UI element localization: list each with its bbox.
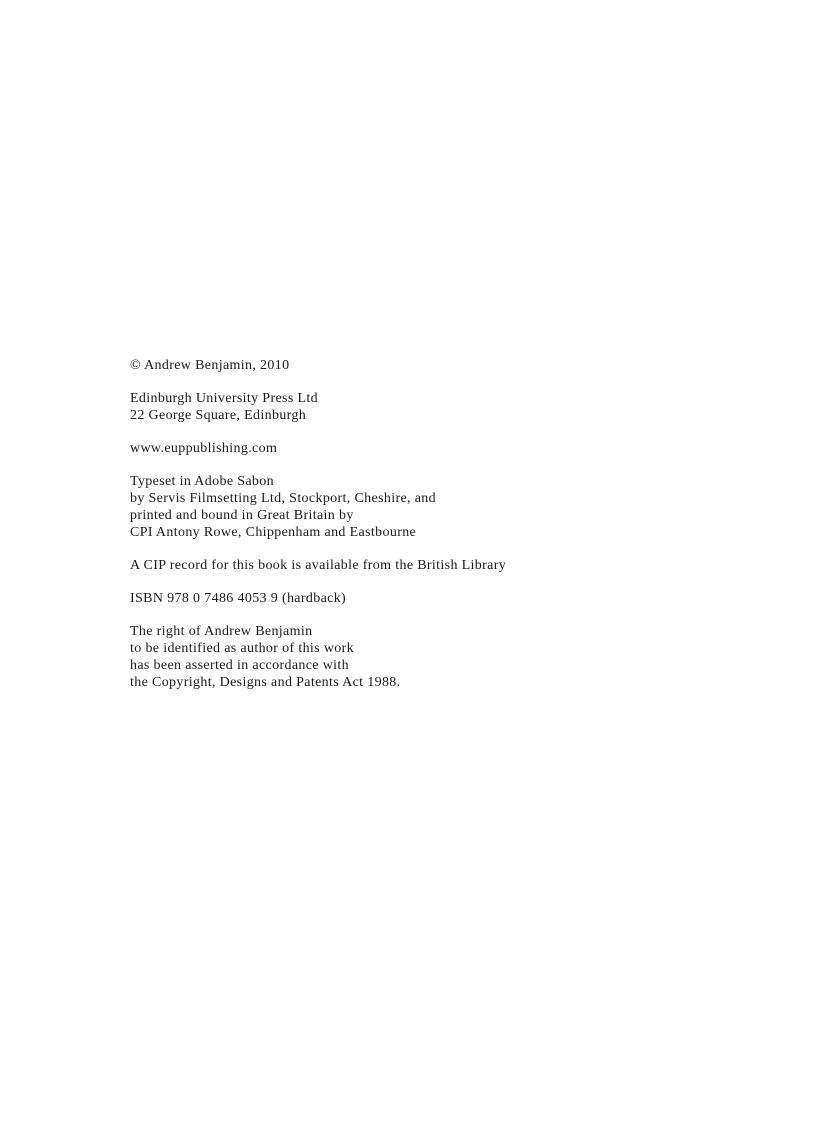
isbn-number: ISBN 978 0 7486 4053 9 (hardback) [130, 591, 347, 606]
cip-block [130, 557, 690, 574]
copyright-notice: © Andrew Benjamin, 2010 [130, 358, 290, 373]
cip-record-statement: A CIP record for this book is available from the British Library [130, 558, 507, 573]
isbn-block [130, 590, 690, 607]
publisher-block [130, 390, 690, 424]
website-block [130, 440, 690, 457]
typesetting-line: CPI Antony Rowe, Chippenham and Eastbourne [130, 525, 417, 540]
rights-line: has been asserted in accordance with [130, 658, 350, 673]
rights-line: the Copyright, Designs and Patents Act 1988. [130, 675, 401, 690]
typesetting-line: by Servis Filmsetting Ltd, Stockport, Cheshire, and [130, 491, 436, 506]
copyright-page-imprint [130, 357, 690, 707]
typesetting-line: Typeset in Adobe Sabon [130, 474, 274, 489]
rights-line: to be identified as author of this work [130, 641, 354, 656]
copyright-block [130, 357, 690, 374]
typesetting-block [130, 473, 690, 541]
rights-block [130, 623, 690, 691]
publisher-name: Edinburgh University Press Ltd [130, 391, 318, 406]
typesetting-line: printed and bound in Great Britain by [130, 508, 354, 523]
publisher-website: www.euppublishing.com [130, 441, 278, 456]
publisher-address: 22 George Square, Edinburgh [130, 408, 307, 423]
rights-line: The right of Andrew Benjamin [130, 624, 313, 639]
